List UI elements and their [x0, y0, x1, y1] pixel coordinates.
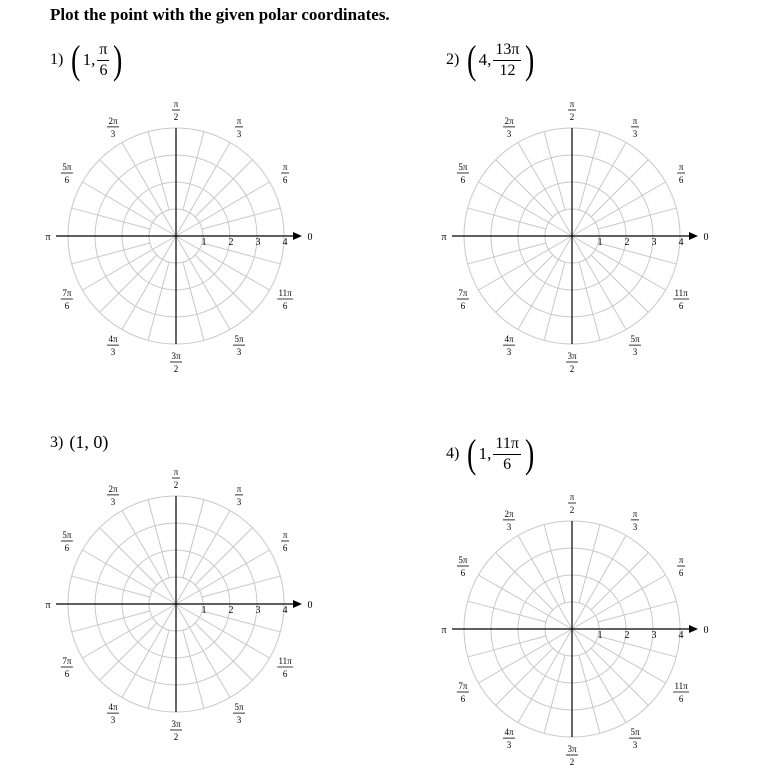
- angle-label-num: π: [632, 508, 638, 519]
- angle-label-den: 6: [282, 669, 288, 679]
- polar-coordinates: (1, 0): [69, 432, 109, 452]
- angle-label-num: π: [173, 99, 179, 109]
- angle-label-num: 5π: [234, 702, 244, 713]
- angle-label-den: 3: [110, 347, 116, 358]
- angle-label-num: 2π: [504, 508, 514, 519]
- angle-label-num: 7π: [62, 288, 72, 298]
- angle-fraction: $\frac{13\pi}{12}$: [495, 40, 520, 79]
- grid-spoke: [579, 525, 600, 603]
- angle-label-num: 3π: [171, 719, 181, 729]
- angle-label-den: 6: [678, 568, 684, 578]
- angle-label-num: 3π: [171, 351, 181, 361]
- radial-tick-label: 3: [651, 237, 657, 248]
- angle-label-num: π: [173, 467, 179, 477]
- grid-spoke: [572, 535, 626, 629]
- angle-label-num: 5π: [234, 334, 244, 345]
- angle-label-num: π: [678, 162, 684, 172]
- axis-arrow-icon: [689, 625, 698, 633]
- angle-label-num: 2π: [108, 483, 118, 494]
- angle-label-den: 3: [236, 496, 242, 507]
- angle-label-num: π: [236, 115, 242, 126]
- angle-label-pi: π: [45, 600, 51, 611]
- radial-tick-label: 2: [228, 237, 234, 248]
- grid-spoke: [478, 629, 572, 683]
- angle-label-den: 2: [569, 112, 575, 122]
- angle-label-num: 11π: [674, 288, 688, 298]
- grid-spoke: [598, 601, 676, 622]
- angle-label: [503, 727, 515, 750]
- angle-label-den: 2: [569, 505, 575, 515]
- angle-label-den: 3: [506, 347, 512, 358]
- problem-number: 3): [50, 433, 64, 451]
- angle-label-den: 3: [236, 128, 242, 139]
- angle-label: [457, 681, 469, 704]
- radial-tick-label: 1: [597, 630, 603, 641]
- angle-label-den: 2: [173, 480, 179, 490]
- angle-label-num: 3π: [567, 744, 577, 754]
- angle-label: [677, 555, 685, 578]
- radial-tick-label: 1: [201, 237, 207, 248]
- grid-spoke: [518, 535, 572, 629]
- angle-label-den: 3: [110, 128, 116, 139]
- angle-label-den: 2: [173, 364, 179, 374]
- angle-label-den: 2: [173, 112, 179, 122]
- problem-4: 4) ( 1 , $\frac{11\pi}{6}$ ): [446, 431, 535, 476]
- angle-label: [631, 509, 639, 532]
- radial-tick-label: 3: [255, 605, 261, 616]
- angle-label-den: 6: [282, 301, 288, 311]
- angle-label-den: 3: [110, 496, 116, 507]
- radial-tick-label: 4: [282, 605, 288, 616]
- angle-label-num: 4π: [504, 334, 514, 345]
- angle-label-den: 2: [569, 757, 575, 767]
- angle-label-den: 6: [64, 301, 70, 311]
- problem-number: 1): [50, 51, 64, 68]
- angle-label: [503, 509, 515, 532]
- angle-label-num: 7π: [458, 681, 468, 691]
- angle-label-num: 4π: [504, 727, 514, 738]
- angle-label: [568, 492, 576, 515]
- angle-label-num: 5π: [630, 727, 640, 738]
- angle-label-den: 6: [678, 301, 684, 311]
- angle-label-num: π: [282, 530, 288, 540]
- radial-tick-label: 4: [678, 237, 684, 248]
- angle-label-num: 5π: [630, 334, 640, 345]
- angle-label-den: 6: [678, 694, 684, 704]
- angle-label-den: 6: [460, 301, 466, 311]
- radius-value: 1: [82, 50, 92, 69]
- angle-label-num: π: [569, 99, 575, 109]
- angle-label-pi: π: [45, 232, 51, 243]
- radial-tick-label: 1: [201, 605, 207, 616]
- angle-label-den: 6: [64, 175, 70, 185]
- grid-spoke: [468, 636, 546, 657]
- problem-2: 2) ( 4 , $\frac{13\pi}{12}$ ): [446, 37, 535, 82]
- angle-label: [673, 681, 689, 704]
- radial-tick-label: 2: [624, 237, 630, 248]
- grid-spoke: [598, 636, 676, 657]
- angle-label: [457, 555, 469, 578]
- angle-label-pi: π: [441, 232, 447, 243]
- angle-label-num: 11π: [674, 681, 688, 691]
- angle-label-den: 6: [460, 694, 466, 704]
- angle-label-num: π: [569, 492, 575, 502]
- angle-label-zero: 0: [703, 625, 709, 636]
- grid-spoke: [579, 655, 600, 733]
- angle-label-num: 5π: [62, 162, 72, 172]
- angle-label-den: 6: [460, 568, 466, 578]
- angle-label-zero: 0: [307, 600, 313, 611]
- angle-label-num: 11π: [278, 656, 292, 666]
- angle-label-num: 5π: [458, 162, 468, 172]
- angle-label-num: π: [282, 162, 288, 172]
- angle-label-den: 3: [236, 347, 242, 358]
- grid-spoke: [544, 655, 565, 733]
- angle-label-den: 6: [64, 669, 70, 679]
- grid-spoke: [572, 575, 666, 629]
- radial-tick-label: 1: [597, 237, 603, 248]
- angle-label-num: π: [678, 555, 684, 565]
- problem-number: 2): [446, 51, 460, 68]
- radial-tick-label: 3: [255, 237, 261, 248]
- angle-label-den: 6: [282, 543, 288, 553]
- angle-label-num: 11π: [278, 288, 292, 298]
- radial-tick-label: 2: [228, 605, 234, 616]
- angle-label-den: 3: [632, 521, 638, 532]
- angle-label-num: 2π: [504, 115, 514, 126]
- angle-label-den: 2: [569, 364, 575, 374]
- angle-label-pi: π: [441, 625, 447, 636]
- angle-label-den: 3: [506, 128, 512, 139]
- grid-spoke: [518, 629, 572, 723]
- angle-label-den: 3: [506, 521, 512, 532]
- grid-spoke: [468, 601, 546, 622]
- grid-spoke: [478, 575, 572, 629]
- angle-label-den: 2: [173, 732, 179, 742]
- angle-label-den: 6: [678, 175, 684, 185]
- angle-label-num: π: [632, 115, 638, 126]
- angle-label-num: 4π: [108, 334, 118, 345]
- angle-label-den: 3: [110, 715, 116, 726]
- angle-label-num: 5π: [62, 530, 72, 540]
- radius-value: 4: [478, 50, 488, 69]
- angle-label-den: 3: [506, 740, 512, 751]
- angle-fraction: $\frac{11\pi}{6}$: [495, 434, 519, 473]
- angle-label-num: 5π: [458, 555, 468, 565]
- angle-label-den: 3: [632, 128, 638, 139]
- angle-label-num: 3π: [567, 351, 577, 361]
- angle-label-zero: 0: [703, 232, 709, 243]
- problem-number: 4): [446, 445, 460, 462]
- angle-label-num: π: [236, 483, 242, 494]
- angle-label-den: 6: [460, 175, 466, 185]
- angle-label-den: 3: [236, 715, 242, 726]
- radial-tick-label: 4: [678, 630, 684, 641]
- radial-tick-label: 3: [651, 630, 657, 641]
- radial-tick-label: 4: [282, 237, 288, 248]
- radial-tick-label: 2: [624, 630, 630, 641]
- angle-label-num: 7π: [62, 656, 72, 666]
- angle-label-num: 7π: [458, 288, 468, 298]
- grid-spoke: [544, 525, 565, 603]
- angle-label-num: 2π: [108, 115, 118, 126]
- angle-label-num: 4π: [108, 702, 118, 713]
- angle-label-zero: 0: [307, 232, 313, 243]
- problem-1: 1) ( 1 , $\frac{\pi}{6}$ ): [50, 37, 123, 82]
- angle-label: [566, 744, 578, 767]
- angle-fraction: $\frac{\pi}{6}$: [99, 40, 108, 79]
- angle-label-den: 6: [64, 543, 70, 553]
- angle-label-den: 3: [632, 347, 638, 358]
- radius-value: 1: [478, 444, 488, 463]
- worksheet-title: Plot the point with the given polar coordinates.: [50, 5, 390, 24]
- grid-spoke: [572, 629, 626, 723]
- angle-label: [629, 727, 641, 750]
- angle-label-den: 6: [282, 175, 288, 185]
- angle-label-den: 3: [632, 740, 638, 751]
